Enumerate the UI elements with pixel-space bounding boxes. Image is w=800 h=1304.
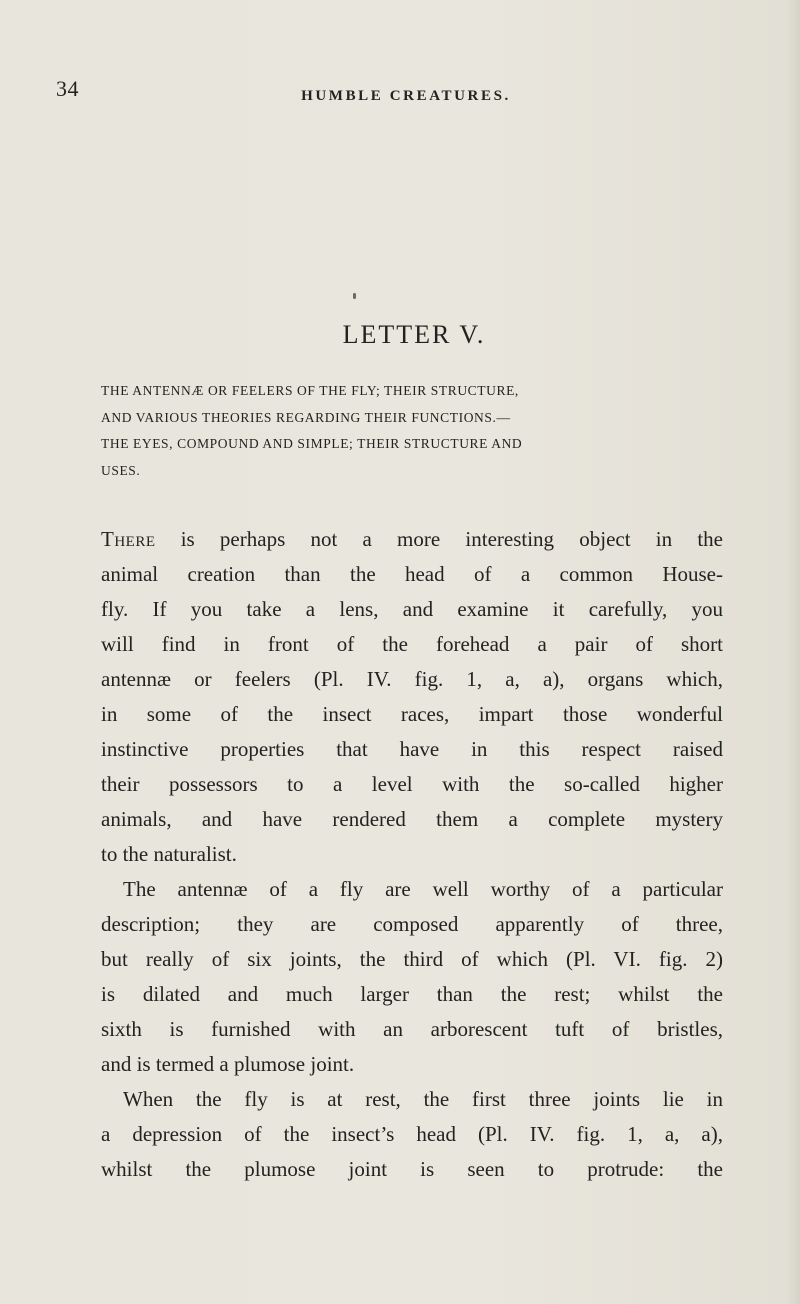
summary-line: AND VARIOUS THEORIES REGARDING THEIR FUNCTIONS.— — [101, 409, 511, 425]
summary-line: USES. — [101, 462, 141, 478]
paragraph-line: and is termed a plumose joint. — [101, 1052, 355, 1076]
chapter-title: LETTER V. — [342, 320, 486, 349]
paragraph-line: whilst the plumose joint is seen to protrude: the — [101, 1157, 723, 1181]
summary-line: THE EYES, COMPOUND AND SIMPLE; THEIR STRUCTURE AND — [101, 436, 523, 451]
paragraph-line: When the fly is at rest, the first three joints lie in — [123, 1087, 723, 1111]
paragraph-line: to the naturalist. — [101, 842, 237, 866]
lead-word: There — [101, 527, 156, 551]
paragraph-line: sixth is furnished with an arborescent tuft of bristles, — [101, 1017, 723, 1041]
ink-speck — [353, 293, 356, 299]
chapter-summary — [101, 378, 723, 484]
paragraph-line: instinctive properties that have in this respect raised — [101, 737, 723, 761]
paragraph-line: fly. If you take a lens, and examine it carefully, you — [101, 597, 723, 621]
paragraph-line: antennæ or feelers (Pl. IV. fig. 1, a, a), organs which, — [101, 667, 723, 691]
paragraph-line: The antennæ of a fly are well worthy of a particular — [123, 877, 723, 901]
paragraph-line — [101, 522, 723, 557]
paragraph-line: a depression of the insect’s head (Pl. IV. fig. 1, a, a), — [101, 1122, 723, 1146]
lead-line-rest: is perhaps not a more interesting object in the — [155, 527, 723, 551]
paragraph-line: will find in front of the forehead a pair of short — [101, 632, 723, 656]
paragraph-line: their possessors to a level with the so-called higher — [101, 772, 723, 796]
paragraph-line: in some of the insect races, impart those wonderful — [101, 702, 723, 726]
paragraph-line: but really of six joints, the third of which (Pl. VI. fig. 2) — [101, 947, 723, 971]
body-text — [101, 522, 723, 1187]
summary-line: THE ANTENNÆ OR FEELERS OF THE FLY; THEIR STRUCTURE, — [101, 383, 519, 398]
page-edge-shadow — [786, 0, 800, 1304]
running-head: HUMBLE CREATURES. — [301, 88, 511, 104]
paragraph-line: is dilated and much larger than the rest; whilst the — [101, 982, 723, 1006]
page-number: 34 — [56, 76, 79, 101]
paragraph-line: animals, and have rendered them a complete mystery — [101, 807, 723, 831]
paragraph-line: animal creation than the head of a common House- — [101, 562, 723, 586]
paragraph-line: description; they are composed apparently of three, — [101, 912, 723, 936]
